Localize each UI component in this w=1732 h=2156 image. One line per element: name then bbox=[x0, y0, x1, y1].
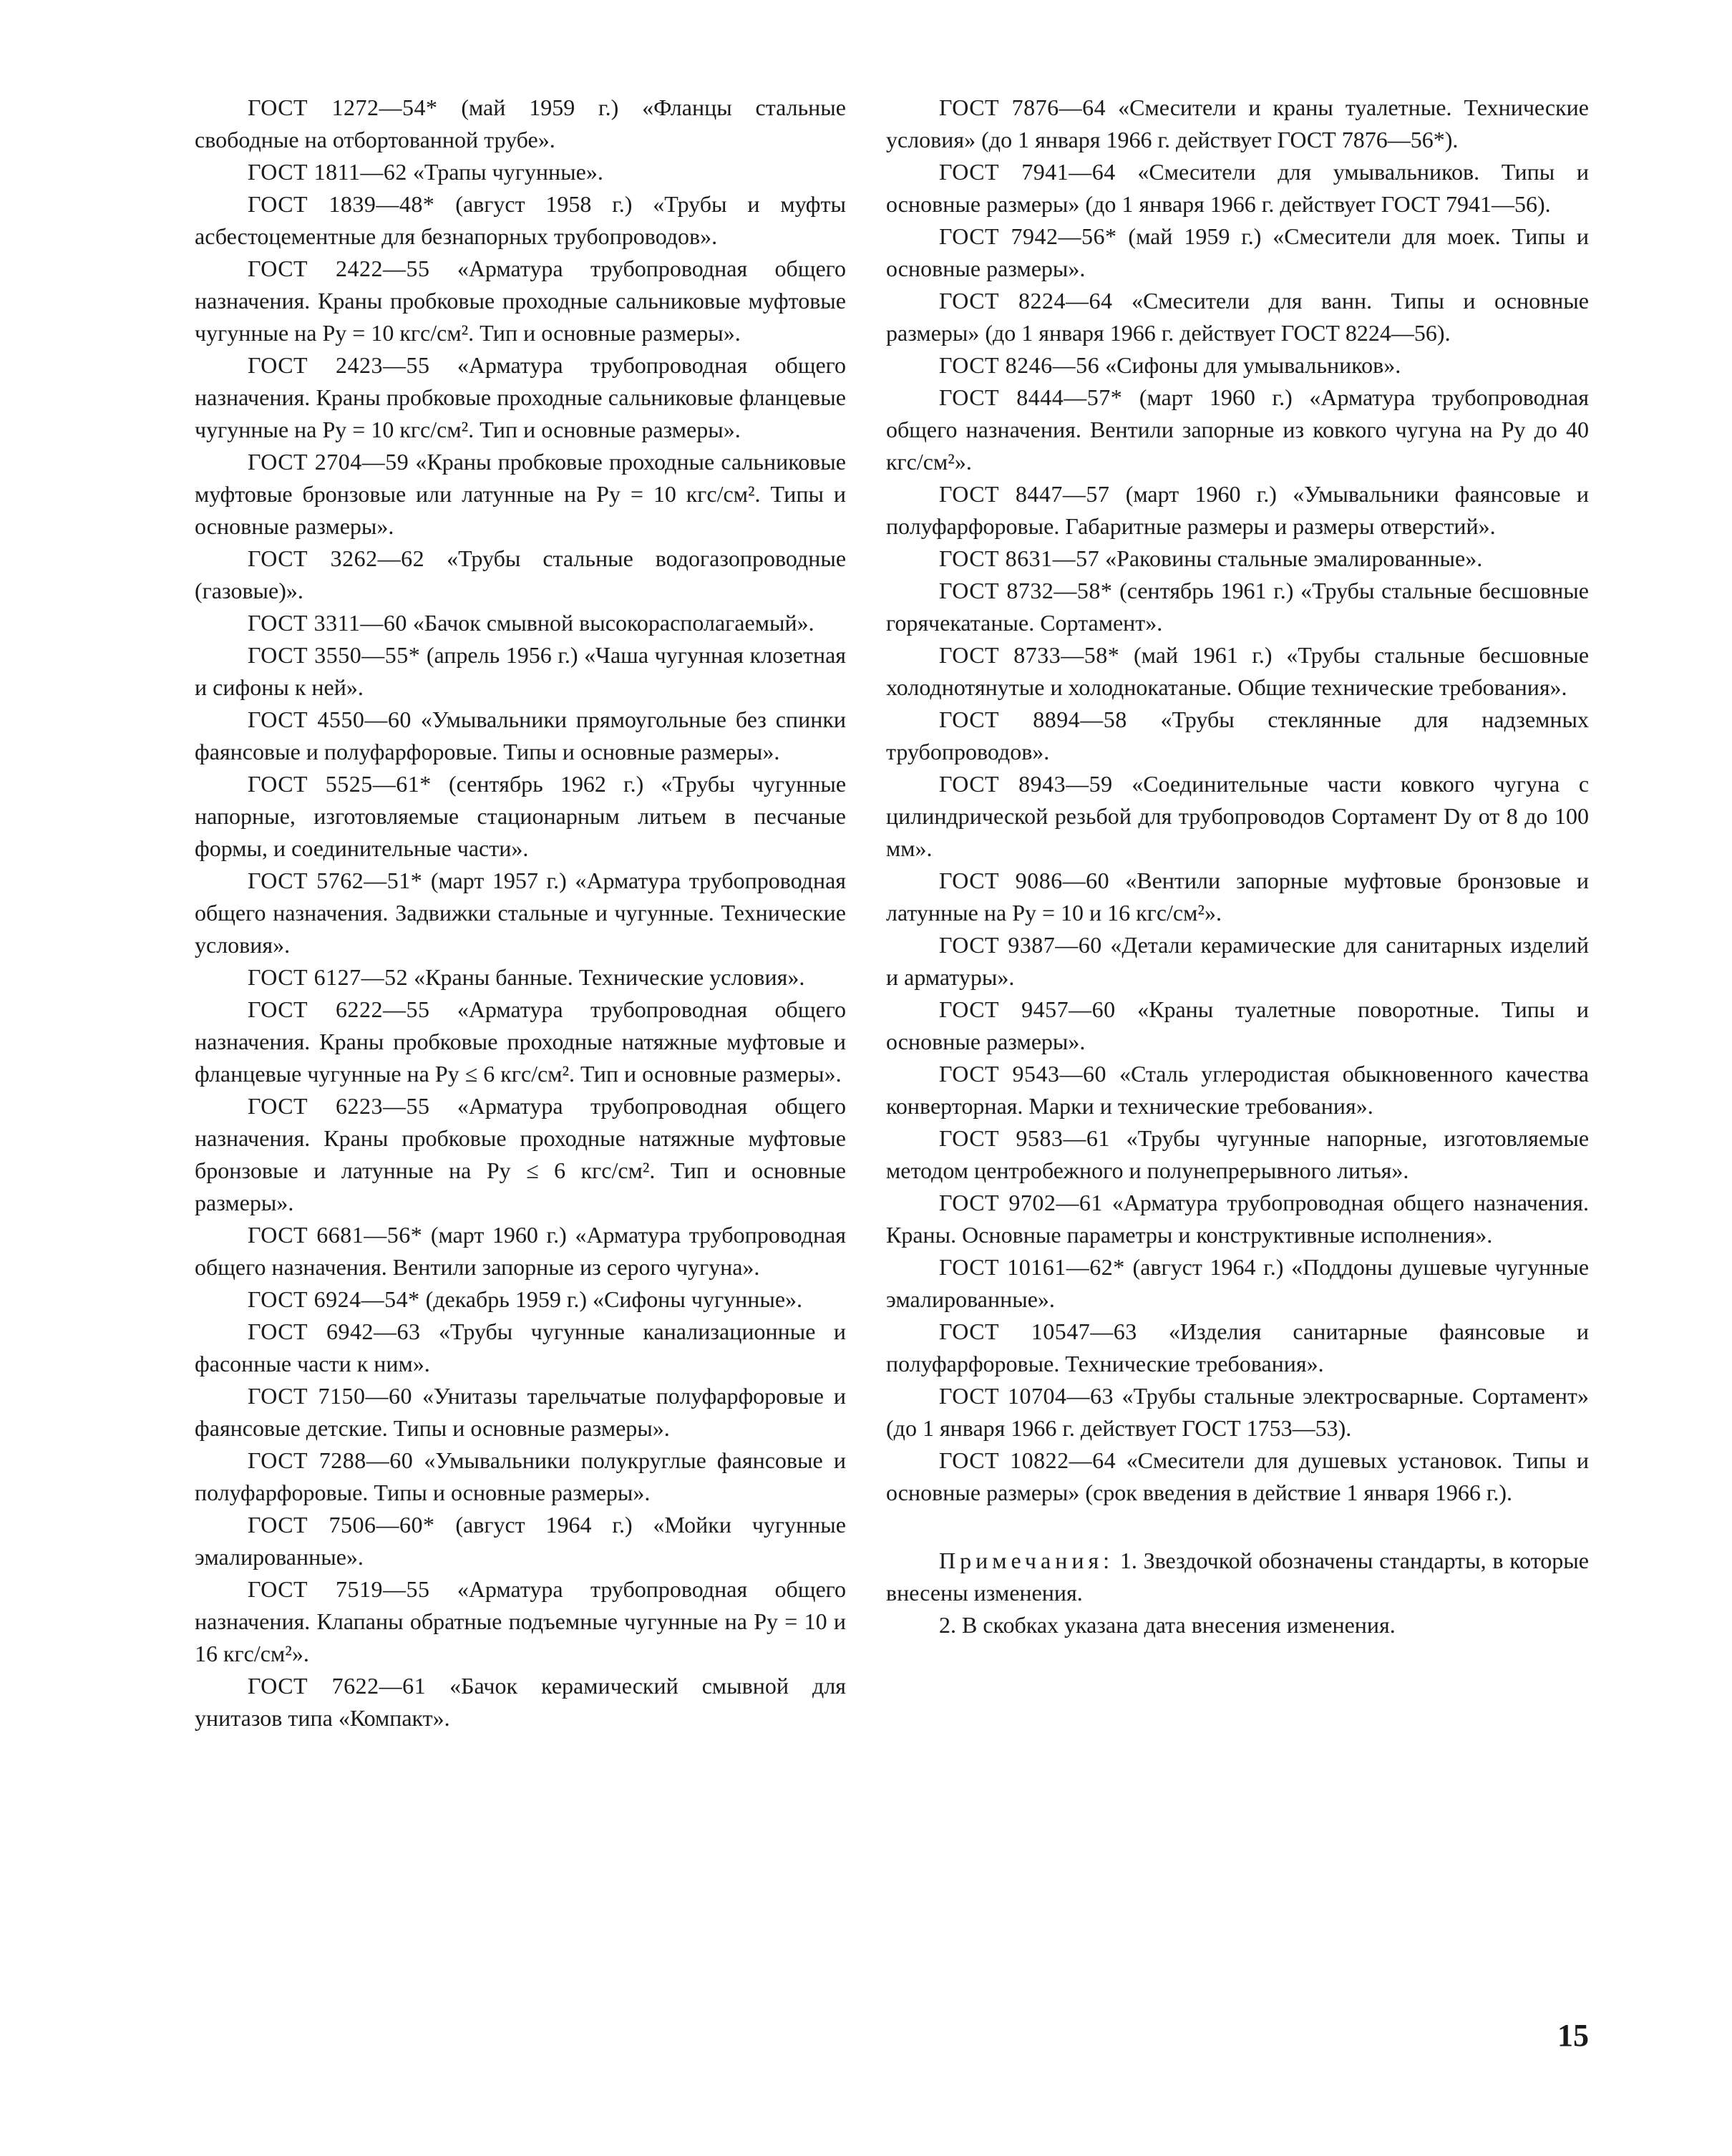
standard-title: (май 1961 г.) «Трубы стальные бесшовные холоднотянутые и холоднокатаные. Общие технические требования». bbox=[886, 642, 1590, 700]
right-column bbox=[886, 92, 1589, 1641]
standard-entry bbox=[195, 1670, 846, 1734]
standard-entry bbox=[886, 1444, 1589, 1509]
standard-entry bbox=[195, 1380, 846, 1444]
standard-code: ГОСТ 5762—51* bbox=[248, 868, 423, 893]
standard-code: ГОСТ 6924—54* bbox=[248, 1286, 420, 1312]
notes-heading: Примечания: bbox=[939, 1548, 1114, 1573]
standard-entry bbox=[886, 92, 1589, 156]
standard-entry bbox=[195, 1283, 846, 1316]
standard-entry bbox=[195, 188, 846, 253]
standard-code: ГОСТ 10547—63 bbox=[939, 1319, 1137, 1344]
standard-title: «Краны туалетные поворотные. Типы и основные размеры». bbox=[886, 996, 1589, 1054]
standard-code: ГОСТ 1811—62 bbox=[248, 159, 407, 185]
standard-entry bbox=[886, 1058, 1589, 1122]
standard-entry bbox=[195, 253, 846, 349]
page-number: 15 bbox=[1557, 2018, 1589, 2053]
standard-title: «Соединительные части ковкого чугуна с цилиндрической резьбой для трубопроводов Сортамент Dу от 8 до 100 мм». bbox=[886, 771, 1590, 861]
standard-title: (сентябрь 1961 г.) «Трубы стальные бесшовные горячекатаные. Сортамент». bbox=[886, 578, 1589, 636]
standard-title: «Смесители для умывальников. Типы и основные размеры» (до 1 января 1966 г. действует ГОСТ 7941—56). bbox=[886, 159, 1590, 217]
standard-title: «Краны пробковые проходные сальниковые муфтовые бронзовые или латунные на Pу = 10 кгс/см². Типы и основные размеры». bbox=[195, 449, 847, 539]
standard-code: ГОСТ 8631—57 bbox=[939, 545, 1100, 571]
standard-entry bbox=[886, 994, 1589, 1058]
standard-title: «Смесители для душевых установок. Типы и основные размеры» (срок введения в действие 1 января 1966 г.). bbox=[886, 1447, 1590, 1505]
right-column-entries bbox=[886, 92, 1589, 1509]
standard-code: ГОСТ 6942—63 bbox=[248, 1319, 421, 1344]
standard-title: «Сталь углеродистая обыкновенного качества конверторная. Марки и технические требования». bbox=[886, 1061, 1590, 1119]
standard-code: ГОСТ 8447—57 bbox=[939, 481, 1110, 507]
standard-title: «Арматура трубопроводная общего назначения. Краны пробковые проходные сальниковые фланцевые чугунные на Pу = 10 кгс/см². Тип и основные размеры». bbox=[195, 352, 847, 442]
standard-entry bbox=[195, 92, 846, 156]
standard-code: ГОСТ 3262—62 bbox=[248, 545, 425, 571]
standard-entry bbox=[195, 1090, 846, 1219]
standard-code: ГОСТ 8444—57* bbox=[939, 384, 1123, 410]
standard-code: ГОСТ 3550—55* bbox=[248, 642, 421, 668]
standard-title: «Трубы чугунные канализационные и фасонные части к ним». bbox=[195, 1319, 847, 1376]
standard-entry bbox=[195, 349, 846, 446]
standard-title: (сентябрь 1962 г.) «Трубы чугунные напорные, изготовляемые стационарным литьем в песчаные формы, и соединительные части». bbox=[195, 771, 847, 861]
standard-code: ГОСТ 6681—56* bbox=[248, 1222, 423, 1248]
standard-entry bbox=[195, 865, 846, 961]
standard-title: (декабрь 1959 г.) «Сифоны чугунные». bbox=[425, 1286, 803, 1312]
standard-title: «Раковины стальные эмалированные». bbox=[1105, 545, 1483, 571]
standard-title: «Трубы стеклянные для надземных трубопроводов». bbox=[886, 706, 1590, 764]
left-column bbox=[195, 92, 846, 1734]
standard-entry bbox=[886, 478, 1589, 543]
standard-entry bbox=[886, 768, 1589, 865]
standard-code: ГОСТ 7150—60 bbox=[248, 1383, 413, 1409]
standard-entry bbox=[886, 1187, 1589, 1251]
note-1-text: 1. Звездочкой обозначены стандарты, в которые внесены изменения. bbox=[886, 1548, 1590, 1606]
standard-code: ГОСТ 7942—56* bbox=[939, 223, 1117, 249]
standard-code: ГОСТ 4550—60 bbox=[248, 706, 412, 732]
standard-title: «Детали керамические для санитарных изделий и арматуры». bbox=[886, 932, 1590, 990]
standard-code: ГОСТ 2422—55 bbox=[248, 256, 430, 281]
note-2 bbox=[886, 1609, 1589, 1641]
standard-entry bbox=[886, 543, 1589, 575]
standard-entry bbox=[195, 446, 846, 543]
standard-entry bbox=[886, 285, 1589, 349]
standard-entry bbox=[886, 929, 1589, 994]
standard-title: «Трубы стальные водогазопроводные (газовые)». bbox=[195, 545, 847, 603]
standard-title: «Трубы чугунные напорные, изготовляемые методом центробежного и полунепрерывного литья». bbox=[886, 1125, 1590, 1183]
standard-title: «Унитазы тарельчатые полуфарфоровые и фаянсовые детские. Типы и основные размеры». bbox=[195, 1383, 847, 1441]
standard-code: ГОСТ 9387—60 bbox=[939, 932, 1102, 958]
standard-code: ГОСТ 8894—58 bbox=[939, 706, 1127, 732]
standard-entry bbox=[195, 543, 846, 607]
standard-entry bbox=[886, 865, 1589, 929]
standard-entry bbox=[195, 1509, 846, 1573]
standard-code: ГОСТ 6222—55 bbox=[248, 996, 430, 1022]
standard-code: ГОСТ 7876—64 bbox=[939, 94, 1106, 120]
standard-title: (март 1960 г.) «Арматура трубопроводная общего назначения. Вентили запорные из серого чугуна». bbox=[195, 1222, 846, 1280]
standard-title: (август 1958 г.) «Трубы и муфты асбестоцементные для безнапорных трубопроводов». bbox=[195, 191, 847, 249]
notes-section bbox=[886, 1545, 1589, 1641]
standard-entry bbox=[195, 1219, 846, 1283]
standard-code: ГОСТ 7288—60 bbox=[248, 1447, 414, 1473]
standard-code: ГОСТ 7622—61 bbox=[248, 1673, 427, 1699]
standard-code: ГОСТ 10161—62* bbox=[939, 1254, 1125, 1280]
standard-title: «Арматура трубопроводная общего назначения. Клапаны обратные подъемные чугунные на Pу = 10 и 16 кгс/см²». bbox=[195, 1576, 847, 1666]
standard-entry bbox=[195, 768, 846, 865]
standard-code: ГОСТ 8732—58* bbox=[939, 578, 1113, 603]
standard-code: ГОСТ 8224—64 bbox=[939, 288, 1113, 314]
standard-title: «Трубы стальные электросварные. Сортамент» (до 1 января 1966 г. действует ГОСТ 1753—53). bbox=[886, 1383, 1590, 1441]
standard-entry bbox=[886, 349, 1589, 382]
standard-title: (март 1960 г.) «Арматура трубопроводная общего назначения. Вентили запорные из ковкого чугуна на Pу до 40 кгс/см²». bbox=[886, 384, 1589, 475]
standard-entry bbox=[886, 156, 1589, 220]
standard-entry bbox=[195, 994, 846, 1090]
standard-code: ГОСТ 8733—58* bbox=[939, 642, 1120, 668]
standard-code: ГОСТ 10822—64 bbox=[939, 1447, 1116, 1473]
standard-title: «Арматура трубопроводная общего назначения. Краны пробковые проходные сальниковые муфтовые чугунные на Pу = 10 кгс/см². Тип и основные размеры». bbox=[195, 256, 847, 346]
standard-title: «Краны банные. Технические условия». bbox=[414, 964, 805, 990]
standard-title: (май 1959 г.) «Фланцы стальные свободные на отбортованной трубе». bbox=[195, 94, 846, 152]
standard-code: ГОСТ 7519—55 bbox=[248, 1576, 430, 1602]
standard-title: «Сифоны для умывальников». bbox=[1105, 352, 1401, 378]
standard-code: ГОСТ 6223—55 bbox=[248, 1093, 430, 1119]
standard-title: «Смесители и краны туалетные. Технические условия» (до 1 января 1966 г. действует ГОСТ 7876—56*). bbox=[886, 94, 1590, 152]
standard-entry bbox=[195, 961, 846, 994]
standard-title: (март 1957 г.) «Арматура трубопроводная общего назначения. Задвижки стальные и чугунные. Технические условия». bbox=[195, 868, 846, 958]
standard-title: «Умывальники полукруглые фаянсовые и полуфарфоровые. Типы и основные размеры». bbox=[195, 1447, 847, 1505]
standard-code: ГОСТ 8943—59 bbox=[939, 771, 1113, 797]
standard-code: ГОСТ 6127—52 bbox=[248, 964, 409, 990]
note-2-text: 2. В скобках указана дата внесения изменения. bbox=[939, 1612, 1396, 1638]
standard-title: «Арматура трубопроводная общего назначения. Краны пробковые проходные натяжные муфтовые бронзовые и латунные на Pу ≤ 6 кгс/см². Тип и основные размеры». bbox=[195, 1093, 847, 1215]
standard-entry bbox=[195, 1573, 846, 1670]
standard-title: (март 1960 г.) «Умывальники фаянсовые и полуфарфоровые. Габаритные размеры и размеры отверстий». bbox=[886, 481, 1590, 539]
standard-entry bbox=[195, 704, 846, 768]
standard-title: «Арматура трубопроводная общего назначения. Краны пробковые проходные натяжные муфтовые и фланцевые чугунные на Pу ≤ 6 кгс/см². Тип и основные размеры». bbox=[195, 996, 847, 1087]
standard-title: «Трапы чугунные». bbox=[412, 159, 603, 185]
standard-entry bbox=[886, 382, 1589, 478]
standard-entry bbox=[886, 1316, 1589, 1380]
standard-title: «Бачок керамический смывной для унитазов типа «Компакт». bbox=[195, 1673, 847, 1731]
standard-entry bbox=[195, 1444, 846, 1509]
standard-entry bbox=[886, 220, 1589, 285]
standard-title: (август 1964 г.) «Мойки чугунные эмалированные». bbox=[195, 1512, 847, 1570]
standard-title: «Изделия санитарные фаянсовые и полуфарфоровые. Технические требования». bbox=[886, 1319, 1590, 1376]
standard-title: «Арматура трубопроводная общего назначения. Краны. Основные параметры и конструктивные исполнения». bbox=[886, 1190, 1589, 1248]
standard-code: ГОСТ 9457—60 bbox=[939, 996, 1116, 1022]
standard-code: ГОСТ 2704—59 bbox=[248, 449, 409, 475]
standard-code: ГОСТ 7941—64 bbox=[939, 159, 1116, 185]
standard-entry bbox=[886, 1380, 1589, 1444]
standard-entry bbox=[195, 607, 846, 639]
standard-entry bbox=[195, 639, 846, 704]
standard-title: (май 1959 г.) «Смесители для моек. Типы и основные размеры». bbox=[886, 223, 1590, 281]
standard-code: ГОСТ 10704—63 bbox=[939, 1383, 1114, 1409]
standard-code: ГОСТ 1839—48* bbox=[248, 191, 435, 217]
standard-code: ГОСТ 1272—54* bbox=[248, 94, 438, 120]
standard-title: «Вентили запорные муфтовые бронзовые и латунные на Pу = 10 и 16 кгс/см²». bbox=[886, 868, 1590, 926]
standard-code: ГОСТ 8246—56 bbox=[939, 352, 1100, 378]
standard-code: ГОСТ 9086—60 bbox=[939, 868, 1110, 893]
standard-code: ГОСТ 7506—60* bbox=[248, 1512, 435, 1538]
note-1 bbox=[886, 1545, 1589, 1609]
standard-entry bbox=[886, 575, 1589, 639]
standard-code: ГОСТ 9543—60 bbox=[939, 1061, 1107, 1087]
standard-entry bbox=[886, 704, 1589, 768]
standard-entry bbox=[886, 639, 1589, 704]
standard-title: «Умывальники прямоугольные без спинки фаянсовые и полуфарфоровые. Типы и основные размеры». bbox=[195, 706, 846, 764]
standard-code: ГОСТ 2423—55 bbox=[248, 352, 430, 378]
standard-title: «Бачок смывной высокорасполагаемый». bbox=[412, 610, 814, 636]
standard-code: ГОСТ 9583—61 bbox=[939, 1125, 1110, 1151]
standard-entry bbox=[886, 1122, 1589, 1187]
standard-entry bbox=[195, 1316, 846, 1380]
standard-code: ГОСТ 5525—61* bbox=[248, 771, 432, 797]
standard-code: ГОСТ 9702—61 bbox=[939, 1190, 1103, 1215]
standard-title: (август 1964 г.) «Поддоны душевые чугунные эмалированные». bbox=[886, 1254, 1590, 1312]
standard-entry bbox=[195, 156, 846, 188]
standard-title: (апрель 1956 г.) «Чаша чугунная клозетная и сифоны к ней». bbox=[195, 642, 847, 700]
standard-code: ГОСТ 3311—60 bbox=[248, 610, 407, 636]
standard-entry bbox=[886, 1251, 1589, 1316]
standard-title: «Смесители для ванн. Типы и основные размеры» (до 1 января 1966 г. действует ГОСТ 8224—56). bbox=[886, 288, 1590, 346]
